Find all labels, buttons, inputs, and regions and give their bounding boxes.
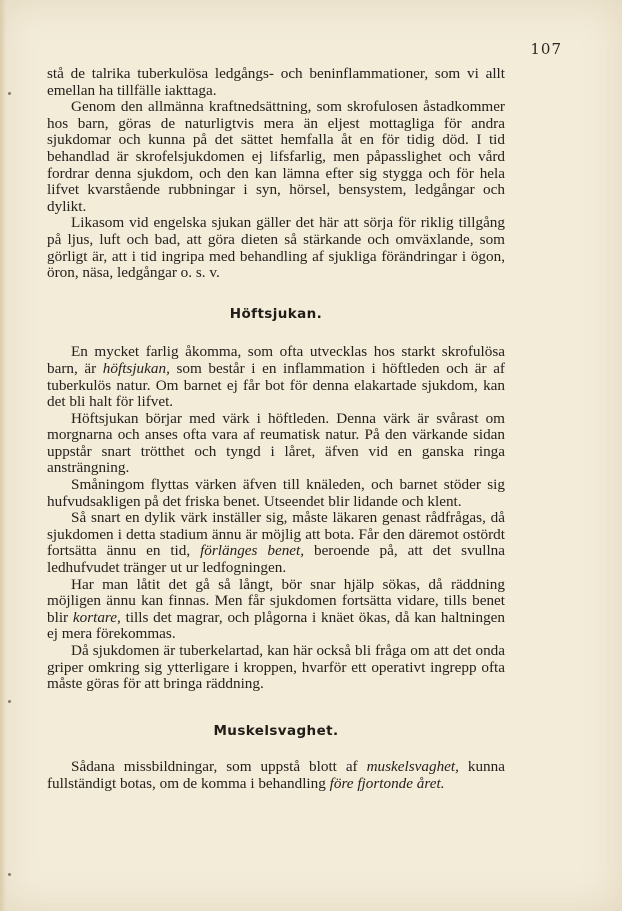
emphasis-term: muskelsvaghet,: [366, 758, 459, 776]
text-run: kunna fullständigt botas, om de komma i behandling: [47, 758, 505, 792]
page-body: [47, 66, 505, 793]
paragraph-muskelsvaghet-1: [47, 759, 505, 792]
text-run: En mycket farlig åkomma, som ofta utvecklas hos starkt skrofulösa barn, är: [47, 343, 505, 377]
paragraph-hoftsjukan-3: Småningom flyttas värken äfven till knäleden, och barnet stöder sig hufvudsakligen på det friska benet. Utseendet blir lidande och klent.: [47, 476, 505, 510]
section-heading-muskelsvaghet: Muskelsvaghet.: [213, 722, 339, 739]
emphasis-term: höftsjukan,: [102, 359, 170, 377]
emphasis-term: före fjortonde året.: [329, 774, 445, 792]
text-run: Har man låtit det gå så långt, bör snar hjälp sökas, då räddning möjligen ännu kan finnas. Men får sjukdomen fortsätta vidare, tills benet blir: [47, 575, 505, 626]
text-run: Så snart en dylik värk inställer sig, måste läkaren genast rådfrågas, då sjukdomen i detta stadium ännu är möjlig att bota. Får den däremot ostördt fortsätta ännu en tid,: [47, 509, 505, 560]
paragraph-hoftsjukan-2: Höftsjukan börjar med värk i höftleden. Denna värk är svårast om morgnarna och anses ofta vara af reumatisk natur. På den värkande sidan uppstår snart trötthet och tyngd i låret, äfven vid en ganska ringa ansträngning.: [47, 409, 505, 477]
emphasis-term: förlänges benet,: [200, 542, 305, 560]
text-run: beroende på, att det svullna ledhufvudet tränger ut ur ledfogningen.: [47, 542, 505, 577]
page-number: 107: [530, 40, 562, 58]
paragraph-hoftsjukan-5: [47, 577, 505, 643]
paragraph-intro-2: Genom den allmänna kraftnedsättning, som skrofulosen åstadkommer hos barn, göras de naturligtvis mera än eljest mottagliga för andra sjukdomar och kunna på det sättet hemfalla åt en för tidig död. I tid behandlad är skrofelsjukdomen ej lifsfarlig, men påpasslighet och vård fordrar denna sjukdom, och den kan lämna efter sig stygga och för hela lifvet kvarstående rubbningar i syn, hörsel, bensystem, ledgångar och dylikt.: [47, 98, 505, 215]
paragraph-hoftsjukan-1: [47, 344, 505, 410]
margin-speck: [8, 873, 11, 876]
paragraph-intro-3: Likasom vid engelska sjukan gäller det här att sörja för riklig tillgång på ljus, luft och bad, att göra dieten så stärkande och omväxlande, som görligt är, att i tid ingripa med behandling af sjukliga förändringar i ögon, öron, näsa, ledgångar o. s. v.: [47, 214, 505, 282]
text-run: tills det magrar, och plågorna i knäet ökas, då kan haltningen ej mera förekommas.: [47, 608, 506, 643]
paragraph-intro-continuation: stå de talrika tuberkulösa ledgångs- och beninflammationer, som vi allt emellan ha tillfälle iakttaga.: [47, 65, 505, 99]
margin-speck: [8, 700, 11, 703]
paragraph-hoftsjukan-4: [47, 510, 505, 576]
emphasis-term: kortare,: [72, 608, 121, 626]
text-run: som består i en inflammation i höftleden och är af tuberkulös natur. Om barnet ej får bot för denna elakartade sjukdom, kan det bli halt för lifvet.: [47, 359, 505, 411]
text-run: Sådana missbildningar, som uppstå blott af: [71, 758, 367, 776]
paragraph-hoftsjukan-6: Då sjukdomen är tuberkelartad, kan här också bli fråga om att det onda griper omkring sig ytterligare i kroppen, hvarför ett operativt ingrepp ofta måste göras för att bringa räddning.: [47, 642, 505, 693]
margin-speck: [8, 92, 11, 95]
section-heading-hoftsjukan: Höftsjukan.: [229, 305, 323, 322]
